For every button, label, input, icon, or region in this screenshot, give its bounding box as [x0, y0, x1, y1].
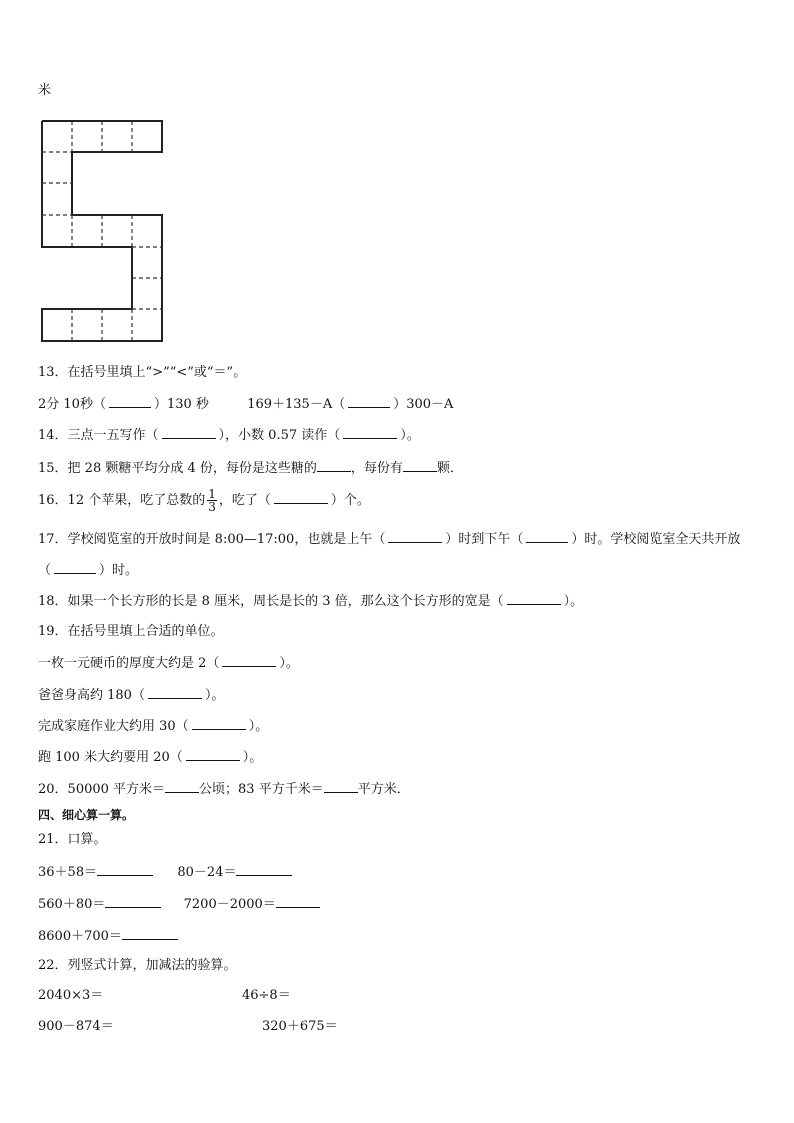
q14-text-b: ），小数 0.57 读作（: [218, 428, 341, 443]
q21-row-2: [38, 894, 320, 914]
q19-item-2-end: ）。: [204, 688, 225, 703]
q13-left-text-b: ）130 秒: [153, 397, 209, 412]
q19-item-2: [38, 686, 224, 705]
q15-text-c: 颗．: [436, 461, 463, 476]
q16-numerator: 1: [208, 487, 216, 501]
q14-blank-1[interactable]: [162, 426, 216, 439]
q22-expr-3: 900－874＝: [38, 1019, 114, 1034]
q21-answer-4[interactable]: [276, 894, 320, 908]
q19-item-4-text: 跑 100 米大约要用 20（: [38, 750, 183, 765]
q21-row-3: [38, 926, 178, 946]
q19-item-1-end: ）。: [279, 656, 299, 671]
q13-right-text-a: 169＋135－A（: [247, 397, 346, 412]
q19-item-3: [38, 717, 268, 736]
q13-prompt: 13．在括号里填上“>”“<”或“＝”。: [38, 365, 247, 380]
q19-item-1-blank[interactable]: [222, 654, 276, 667]
q19-item-4: [38, 748, 262, 767]
q18-blank[interactable]: [507, 592, 561, 605]
q14-text-a: 14．三点一五写作（: [38, 428, 159, 443]
q13-left-blank[interactable]: [109, 395, 151, 408]
q16-text-a: 16．12 个苹果，吃了总数的: [38, 493, 206, 508]
q20-line: [38, 779, 410, 799]
q19-item-4-end: ）。: [242, 750, 263, 765]
q13-compare-row: [38, 395, 453, 414]
q18-text-b: ）。: [563, 594, 584, 609]
q16-text-b: ，吃了（: [218, 493, 271, 508]
q19-item-3-end: ）。: [248, 719, 269, 734]
figure-unit-label: 米: [38, 83, 52, 98]
q19-item-4-blank[interactable]: [186, 748, 240, 761]
q22-expr-1: 2040×3＝: [38, 988, 104, 1003]
q16-denominator: 3: [208, 500, 216, 514]
q21-answer-3[interactable]: [105, 894, 161, 908]
q19-item-1-text: 一枚一元硬币的厚度大约是 2（: [38, 656, 220, 671]
q15-blank-2[interactable]: [403, 458, 437, 472]
q21-expr-2: 80－24＝: [177, 865, 237, 880]
q20-text-b: 公顷；83 平方千米＝: [199, 782, 324, 797]
q16-text-c: ）个。: [330, 493, 370, 508]
q13-right-text-b: ）300－A: [393, 397, 454, 412]
q21-answer-5[interactable]: [122, 926, 178, 940]
q17-line-2: [38, 561, 138, 580]
q16-line: [38, 487, 370, 515]
q19-item-1: [38, 654, 299, 673]
q21-expr-3: 560＋80＝: [38, 897, 106, 912]
q21-answer-1[interactable]: [97, 862, 153, 876]
q22-prompt: 22．列竖式计算，加减法的验算。: [38, 958, 237, 973]
q15-line: [38, 458, 463, 478]
q17-blank-3[interactable]: [54, 561, 96, 574]
q17-text-d: （: [38, 563, 52, 578]
q17-text-b: ）时到下午（: [445, 532, 524, 547]
q17-text-c: ）时。学校阅览室全天共开放: [571, 532, 741, 547]
q13-right-blank[interactable]: [348, 395, 390, 408]
q21-prompt: 21．口算。: [38, 832, 107, 847]
q22-expr-2: 46÷8＝: [242, 988, 291, 1003]
q21-expr-4: 7200－2000＝: [183, 897, 276, 912]
q18-text-a: 18．如果一个长方形的长是 8 厘米，周长是长的 3 倍，那么这个长方形的宽是（: [38, 594, 504, 609]
q21-row-1: [38, 862, 292, 882]
q19-prompt: 19．在括号里填上合适的单位。: [38, 624, 224, 639]
q20-text-a: 20．50000 平方米＝: [38, 782, 166, 797]
q22-expr-4: 320＋675＝: [262, 1019, 338, 1034]
q20-text-c: 平方米．: [357, 782, 410, 797]
q19-item-3-blank[interactable]: [192, 717, 246, 730]
q15-blank-1[interactable]: [317, 458, 351, 472]
q16-blank[interactable]: [274, 491, 328, 504]
section-4-title: 四、细心算一算。: [38, 808, 135, 822]
q17-blank-1[interactable]: [388, 530, 442, 543]
q20-blank-1[interactable]: [165, 779, 199, 793]
q15-text-a: 15．把 28 颗糖平均分成 4 份，每份是这些糖的: [38, 461, 317, 476]
q13-left-text-a: 2分 10秒（: [38, 397, 106, 412]
q14-blank-2[interactable]: [343, 426, 397, 439]
q19-item-2-text: 爸爸身高约 180（: [38, 688, 145, 703]
q21-expr-1: 36＋58＝: [38, 865, 98, 880]
q17-text-e: ）时。: [99, 563, 139, 578]
q14-line: [38, 426, 420, 445]
s-shape-grid-figure: [40, 119, 166, 343]
q17-line-1: [38, 530, 740, 549]
q21-expr-5: 8600＋700＝: [38, 929, 122, 944]
q20-blank-2[interactable]: [324, 779, 358, 793]
q21-answer-2[interactable]: [236, 862, 292, 876]
q14-text-c: ）。: [400, 428, 420, 443]
q17-blank-2[interactable]: [526, 530, 568, 543]
q18-line: [38, 592, 583, 611]
q15-text-b: ，每份有: [350, 461, 403, 476]
q16-fraction: [207, 488, 217, 513]
q19-item-2-blank[interactable]: [148, 686, 202, 699]
q19-item-3-text: 完成家庭作业大约用 30（: [38, 719, 189, 734]
q17-text-a: 17．学校阅览室的开放时间是 8:00—17:00，也就是上午（: [38, 532, 386, 547]
